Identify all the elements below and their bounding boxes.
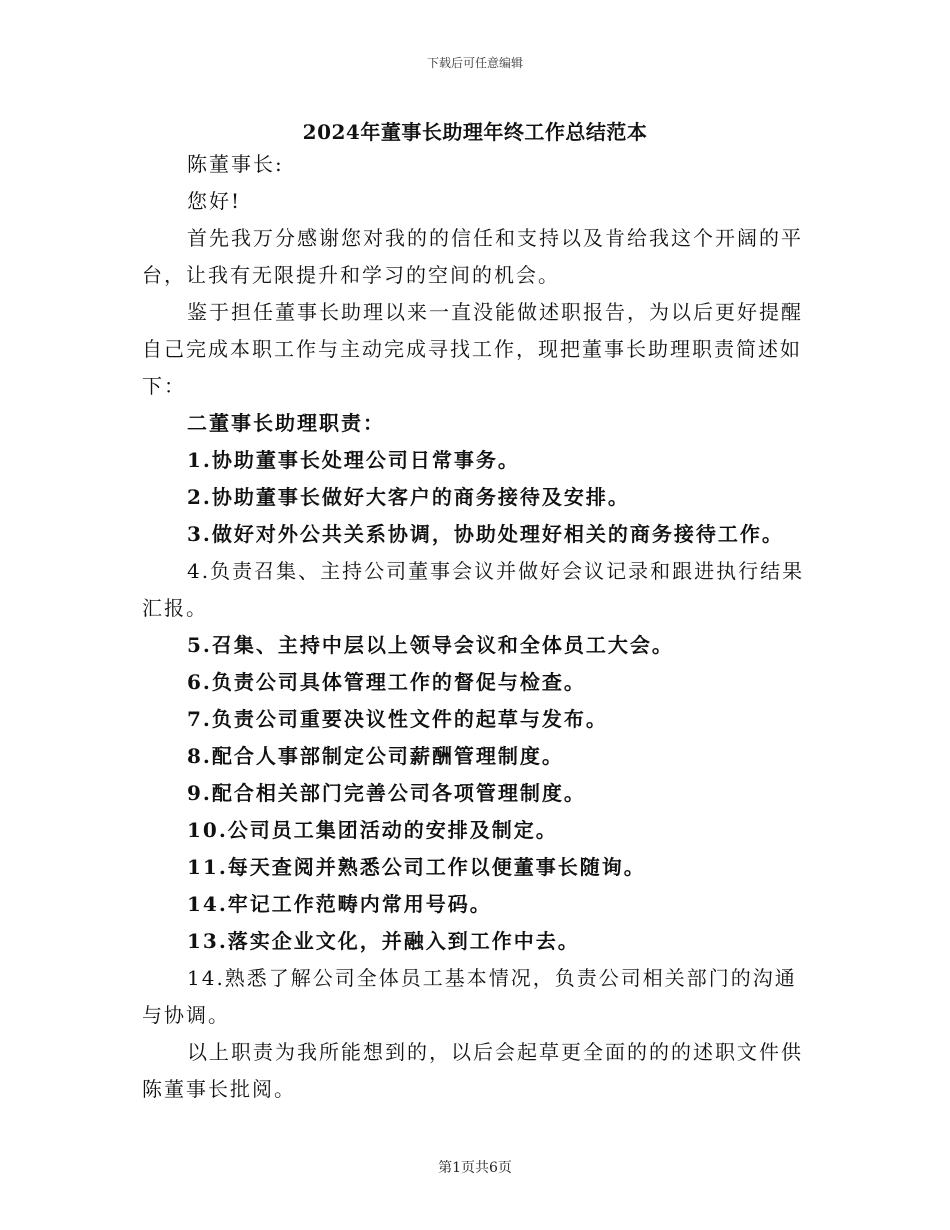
duty-item: 13.落实企业文化，并融入到工作中去。: [187, 929, 580, 953]
duty-item: 11.每天查阅并熟悉公司工作以便董事长随询。: [187, 855, 646, 879]
duty-item: 2.协助董事长做好大客户的商务接待及安排。: [187, 485, 630, 509]
duty-item: 6.负责公司具体管理工作的督促与检查。: [187, 670, 586, 694]
document-title: 2024年董事长助理年终工作总结范本: [302, 120, 648, 144]
duty-item: 8.配合人事部制定公司薪酬管理制度。: [187, 744, 564, 768]
duty-item: 14.牢记工作范畴内常用号码。: [187, 892, 492, 916]
paragraph-gratitude: 首先我万分感谢您对我的的信任和支持以及肯给我这个开阔的平台，让我有无限提升和学习的空间的机会。: [142, 226, 803, 287]
duty-item: 5.召集、主持中层以上领导会议和全体员工大会。: [187, 633, 674, 657]
duty-item: 4.负责召集、主持公司董事会议并做好会议记录和跟进执行结果汇报。: [142, 559, 805, 620]
duty-item: 1.协助董事长处理公司日常事务。: [187, 448, 520, 472]
document-body: [142, 146, 812, 1108]
page-footer-number: 第1页共6页: [438, 1160, 512, 1176]
duty-item: 14.熟悉了解公司全体员工基本情况，负责公司相关部门的沟通与协调。: [142, 966, 797, 1027]
duty-item: 7.负责公司重要决议性文件的起草与发布。: [187, 707, 608, 731]
duty-item: 3.做好对外公共关系协调，协助处理好相关的商务接待工作。: [187, 522, 784, 546]
salutation: 陈董事长:: [187, 152, 284, 176]
section-heading: 二董事长助理职责：: [187, 411, 385, 435]
page-header-note: 下载后可任意编辑: [426, 56, 523, 70]
greeting: 您好!: [187, 189, 242, 213]
duty-item: 10.公司员工集团活动的安排及制定。: [187, 818, 558, 842]
paragraph-intro: 鉴于担任董事长助理以来一直没能做述职报告，为以后更好提醒自己完成本职工作与主动完成寻找工作，现把董事长助理职责简述如下：: [142, 300, 803, 398]
paragraph-closing: 以上职责为我所能想到的，以后会起草更全面的的的述职文件供陈董事长批阅。: [142, 1040, 803, 1101]
duty-item: 9.配合相关部门完善公司各项管理制度。: [187, 781, 586, 805]
